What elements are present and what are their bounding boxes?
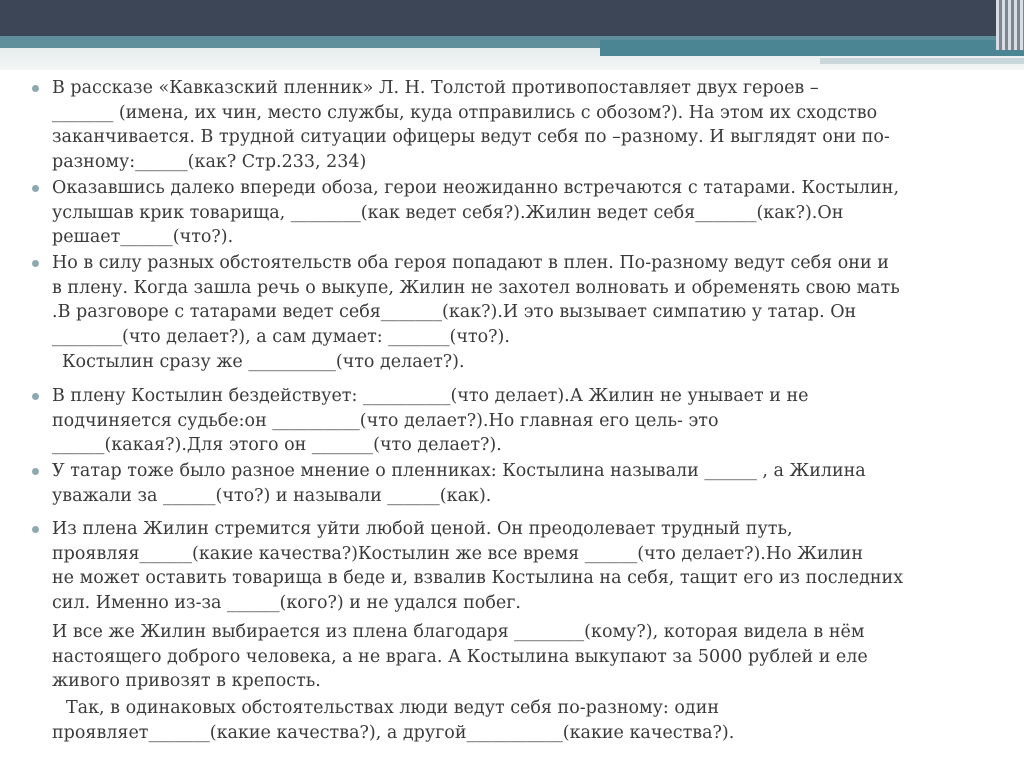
text-line: ________(что делает?), а сам думает: _______(что?). (52, 326, 510, 347)
bullet-icon (32, 185, 39, 192)
paragraph-1 (52, 76, 890, 174)
text-line: услышав крик товарища, ________(как ведет себя?).Жилин ведет себя_______(как?).Он (52, 202, 844, 223)
text-line: подчиняется судьбе:он __________(что делает?).Но главная его цель- это (52, 410, 719, 431)
paragraph-8 (52, 620, 868, 694)
text-line: настоящего доброго человека, а не врага. А Костылина выкупают за 5000 рублей и еле (52, 646, 868, 667)
slide-header-band (600, 40, 1024, 56)
paragraph-7 (52, 517, 903, 615)
text-line: _______ (имена, их чин, место службы, куда отправились с обозом?). На этом их сходство (52, 102, 878, 123)
paragraph-9 (52, 696, 734, 745)
paragraph-3 (52, 251, 900, 349)
paragraph-2 (52, 176, 899, 250)
text-line: Оказавшись далеко впереди обоза, герои неожиданно встречаются с татарами. Костылин, (52, 178, 900, 198)
text-line: У татар тоже было разное мнение о пленниках: Костылина называли ______ , а Жилина (52, 461, 866, 481)
bullet-icon (32, 526, 39, 533)
text-line: Из плена Жилин стремится уйти любой ценой. Он преодолевает трудный путь, (52, 519, 793, 539)
text-line: не может оставить товарища в беде и, взвалив Костылина на себя, тащит его из последних (52, 568, 904, 588)
bullet-icon (32, 393, 39, 400)
paragraph-4 (62, 350, 465, 375)
text-line: ______(какая?).Для этого он _______(что делает?). (52, 435, 502, 455)
text-line: Так, в одинаковых обстоятельствах люди ведут себя по-разному: один (66, 698, 720, 718)
text-line: живого привозят в крепость. (52, 671, 321, 691)
slide-edge-decoration (996, 0, 1024, 50)
bullet-icon (32, 468, 39, 475)
text-line: .В разговоре с татарами ведет себя_______(как?).И это вызывает симпатию у татар. Он (52, 302, 857, 322)
text-line: решает______(что?). (52, 227, 234, 247)
text-line: в плену. Когда зашла речь о выкупе, Жилин не захотел волновать и обременять свою мать (52, 277, 900, 298)
text-line: проявляет_______(какие качества?), а другой___________(какие качества?). (52, 722, 735, 743)
text-line: В рассказе «Кавказский пленник» Л. Н. Толстой противопоставляет двух героев – (52, 78, 819, 98)
text-line: В плену Костылин бездействует: __________(что делает).А Жилин не унывает и не (52, 386, 809, 406)
text-line: разному:______(как? Стр.233, 234) (52, 151, 367, 172)
bullet-icon (32, 85, 39, 92)
slide-header-band-light (820, 58, 1024, 64)
paragraph-6 (52, 459, 866, 508)
text-line: сил. Именно из-за ______(кого?) и не удался побег. (52, 592, 521, 613)
paragraph-5 (52, 384, 808, 458)
slide-body (0, 68, 1024, 767)
slide-header-bar (0, 0, 1024, 36)
bullet-icon (32, 260, 39, 267)
text-line: Костылин сразу же __________(что делает?). (62, 352, 465, 372)
text-line: проявляя______(какие качества?)Костылин же все время ______(что делает?).Но Жилин (52, 543, 863, 564)
text-line: заканчивается. В трудной ситуации офицеры ведут себя по –разному. И выглядят они по- (52, 127, 890, 147)
text-line: уважали за ______(что?) и называли ______(как). (52, 485, 492, 506)
text-line: Но в силу разных обстоятельств оба героя попадают в плен. По-разному ведут себя они и (52, 253, 889, 273)
text-line: И все же Жилин выбирается из плена благодаря ________(кому?), которая видела в нём (52, 622, 865, 642)
